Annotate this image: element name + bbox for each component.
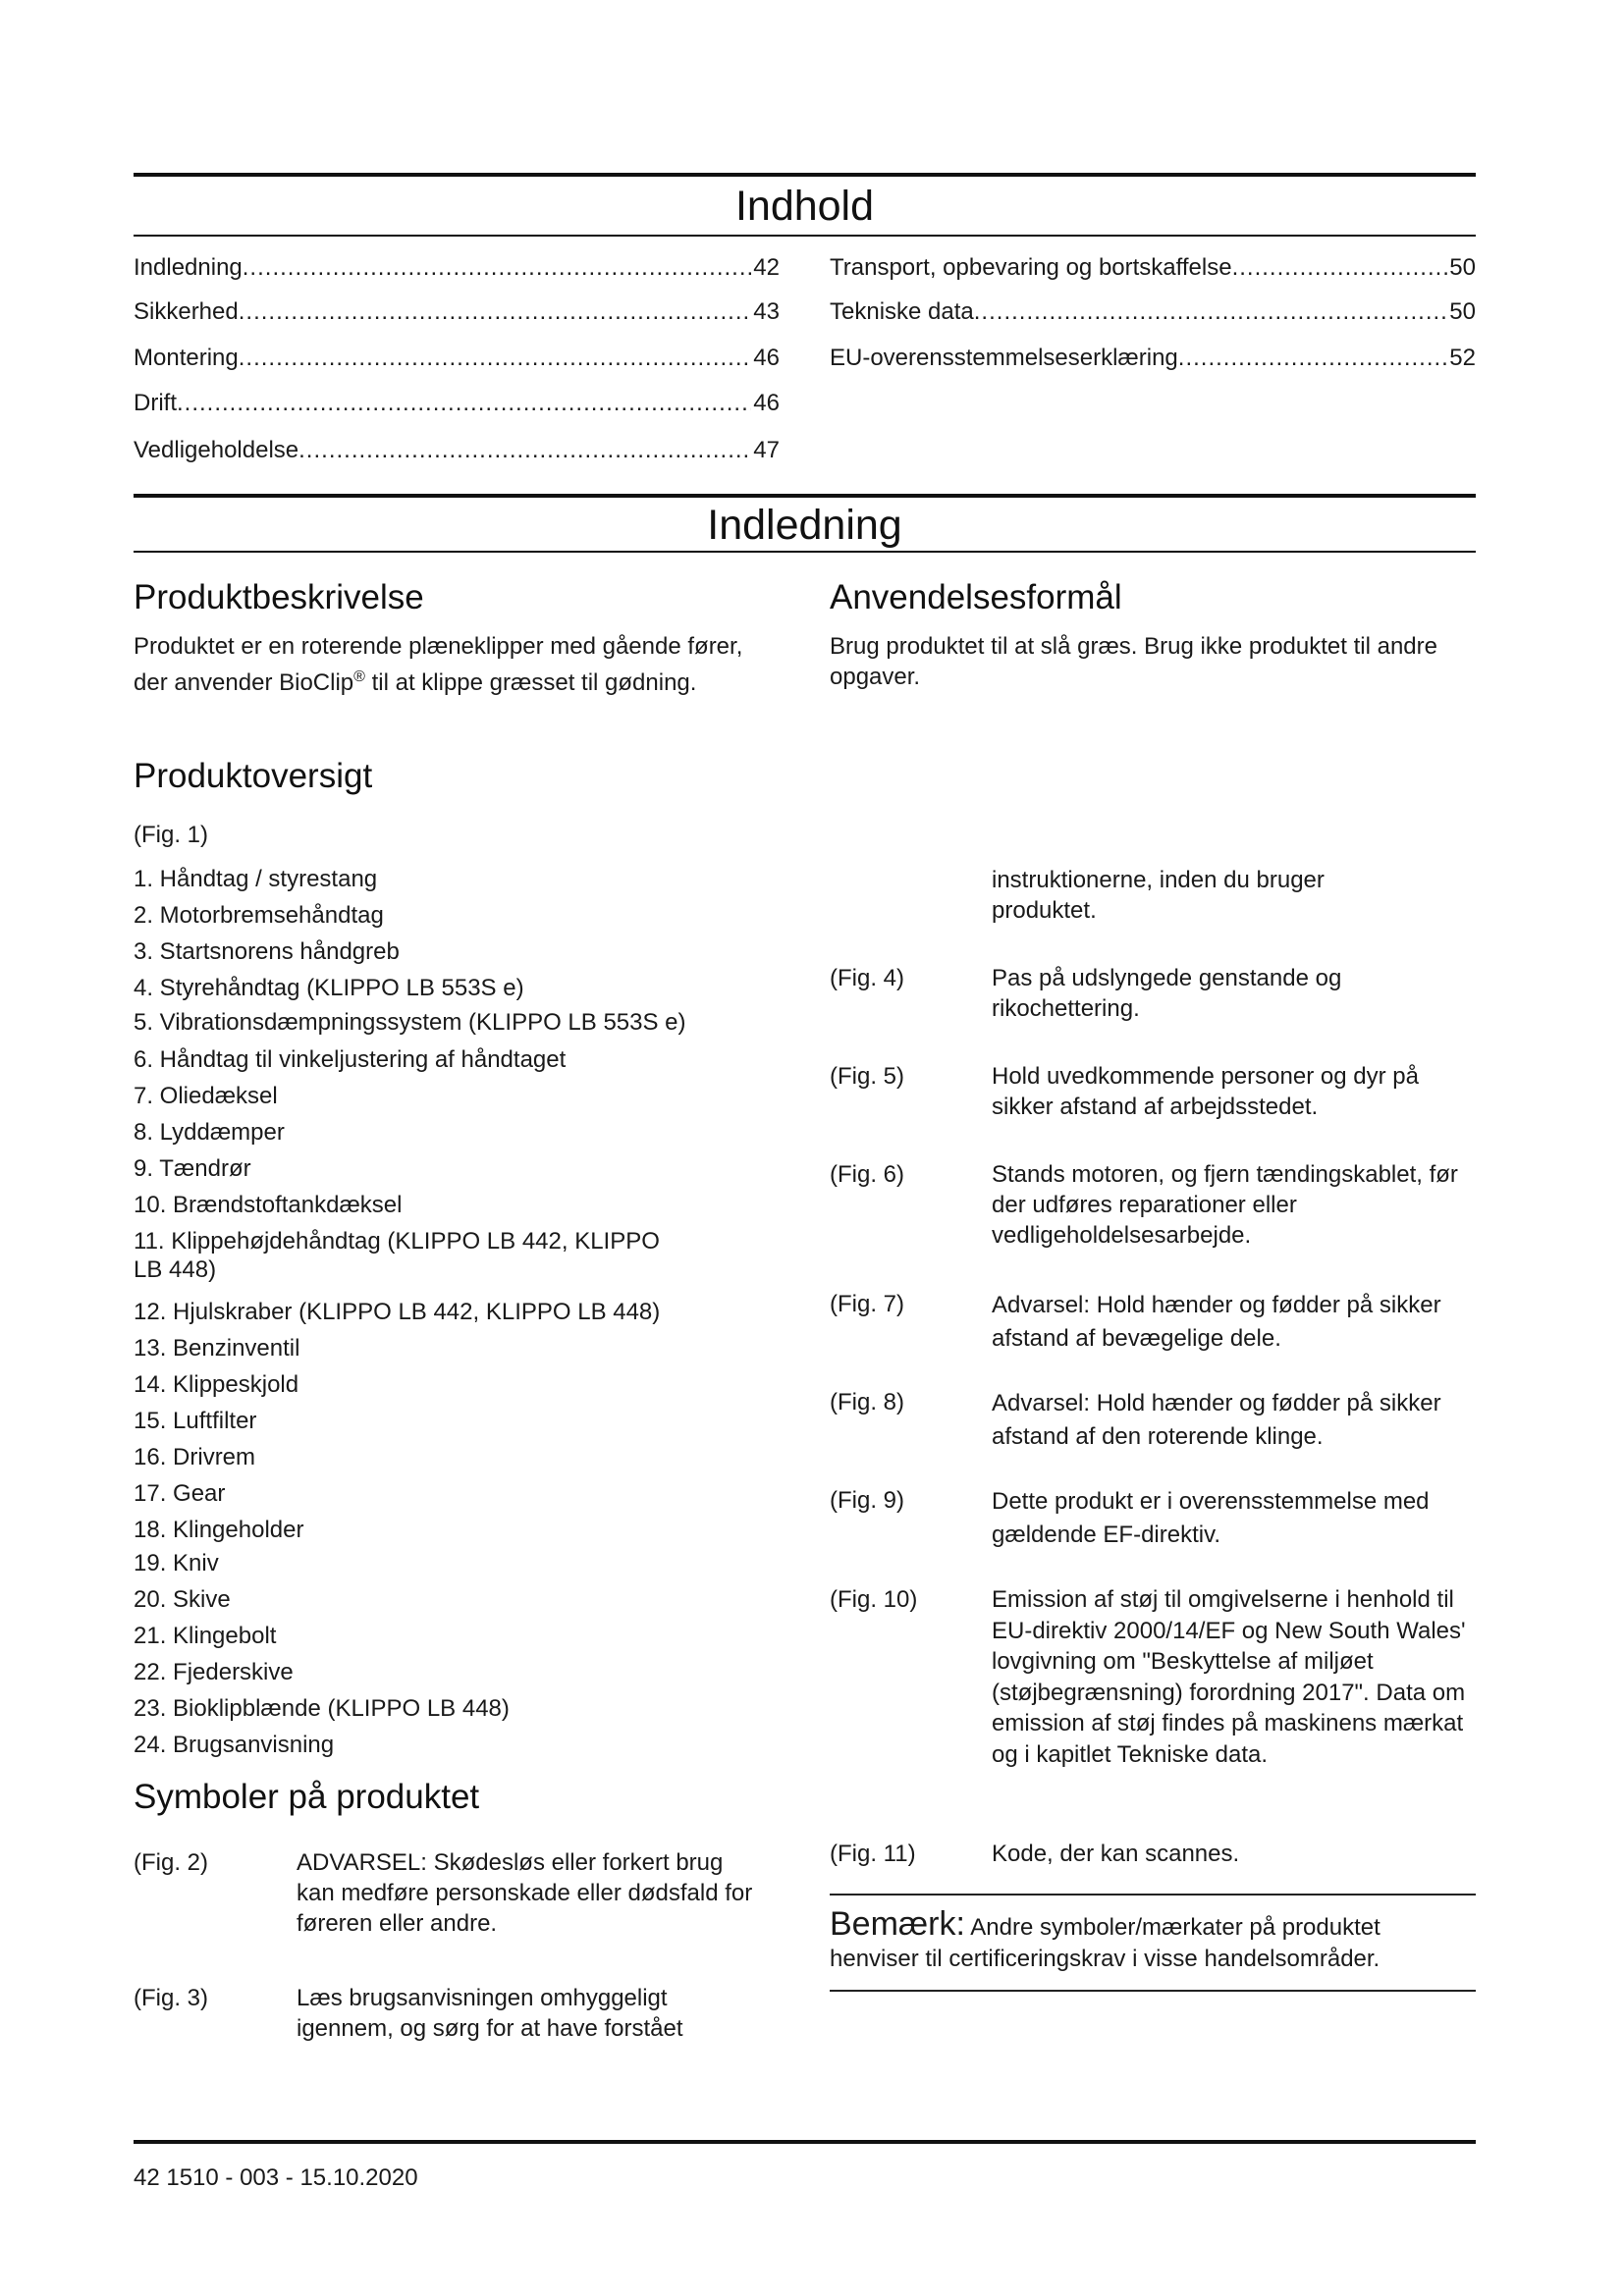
list-item: 22. Fjederskive — [134, 1659, 294, 1685]
toc-entry-page: 52 — [1449, 345, 1476, 371]
toc-entry-label: Montering — [134, 345, 239, 371]
symbol-text: Emission af støj til omgivelserne i henhold til EU-direktiv 2000/14/EF og New South Wales' lovgivning om "Beskyttelse af miljøet (støjbegrænsning) forordning 2017". Data om emission af støj findes på maskinens mærkat og i kapitlet Tekniske data. — [992, 1586, 1466, 1768]
list-item: 24. Brugsanvisning — [134, 1732, 335, 1758]
section-title: Indledning — [707, 502, 902, 549]
overview-fig-ref: (Fig. 1) — [134, 822, 209, 848]
symbols-heading: Symboler på produktet — [134, 1778, 480, 1816]
list-item: 15. Luftfilter — [134, 1408, 257, 1434]
toc-top-rule — [134, 173, 1476, 177]
toc-entry-transport[interactable] — [830, 253, 1476, 283]
product-description-heading: Produktbeskrivelse — [134, 578, 424, 616]
toc-entry-eu-erklaering[interactable] — [830, 344, 1476, 373]
toc-entry-label: Drift — [134, 390, 177, 416]
overview-heading: Produktoversigt — [134, 757, 373, 795]
toc-entry-page: 43 — [753, 298, 780, 325]
list-item: 12. Hjulskraber (KLIPPO LB 442, KLIPPO LB 448) — [134, 1299, 661, 1325]
symbol-entry — [134, 1847, 762, 1946]
symbol-text: Advarsel: Hold hænder og fødder på sikker afstand af bevægelige dele. — [992, 1292, 1441, 1352]
toc-entry-label: Indledning — [134, 254, 243, 281]
symbol-entry — [830, 1289, 1476, 1352]
toc-entry-page: 50 — [1449, 298, 1476, 325]
symbol-text: Kode, der kan scannes. — [992, 1841, 1240, 1867]
toc-title: Indhold — [734, 183, 875, 230]
list-item: 9. Tændrør — [134, 1155, 251, 1182]
symbol-text: Hold uvedkommende personer og dyr på sikker afstand af arbejdsstedet. — [992, 1063, 1419, 1120]
note-text: Andre symboler/mærkater på produktet henviser til certificeringskrav i visse handelsområder. — [830, 1914, 1380, 1972]
footer-rule — [134, 2140, 1476, 2144]
footer-text: 42 1510 - 003 - 15.10.2020 — [134, 2164, 418, 2191]
symbol-entry — [830, 1584, 1476, 1800]
symbol-fig-ref: (Fig. 5) — [830, 1063, 905, 1090]
symbol-entry — [830, 1839, 1476, 1872]
symbol-text: Stands motoren, og fjern tændingskablet, før der udføres reparationer eller vedligeholdelsesarbejde. — [992, 1161, 1458, 1249]
product-description-text: Produktet er en roterende plæneklipper med gående fører, der anvender BioClip® til at klippe græsset til gødning. — [134, 633, 743, 696]
toc-entry-label: EU-overensstemmelseserklæring — [830, 345, 1178, 371]
registered-mark: ® — [353, 668, 365, 685]
symbol-entry — [134, 1983, 762, 2052]
list-item: 13. Benzinventil — [134, 1335, 300, 1362]
note-bottom-rule — [830, 1990, 1476, 1992]
symbol-fig-ref: (Fig. 8) — [830, 1389, 905, 1415]
toc-entry-drift[interactable] — [134, 389, 780, 418]
toc-entry-page: 42 — [753, 254, 780, 281]
symbol-fig-ref: (Fig. 3) — [134, 1985, 209, 2011]
toc-entry-sikkerhed[interactable] — [134, 297, 780, 327]
list-item: 23. Bioklipblænde (KLIPPO LB 448) — [134, 1695, 510, 1722]
note-box — [830, 1905, 1476, 1975]
symbol-entry — [830, 1485, 1476, 1548]
intended-use-text: Brug produktet til at slå græs. Brug ikke produktet til andre opgaver. — [830, 633, 1437, 690]
symbol-fig-ref: (Fig. 6) — [830, 1161, 905, 1188]
section-top-rule — [134, 494, 1476, 498]
section-title-rule — [134, 551, 1476, 553]
list-item: 3. Startsnorens håndgreb — [134, 938, 400, 965]
list-item: 7. Oliedæksel — [134, 1083, 278, 1109]
list-item: 1. Håndtag / styrestang — [134, 866, 378, 892]
list-item: 6. Håndtag til vinkeljustering af håndtaget — [134, 1046, 567, 1073]
symbol-text: ADVARSEL: Skødesløs eller forkert brug kan medføre personskade eller dødsfald for føreren eller andre. — [297, 1849, 753, 1937]
list-item: 5. Vibrationsdæmpningssystem (KLIPPO LB 553S e) — [134, 1009, 686, 1036]
toc-entry-page: 47 — [753, 437, 780, 463]
list-item: 21. Klingebolt — [134, 1623, 277, 1649]
toc-entry-tekniske-data[interactable] — [830, 297, 1476, 327]
toc-entry-label: Tekniske data — [830, 298, 974, 325]
list-item: 4. Styrehåndtag (KLIPPO LB 553S e) — [134, 975, 524, 1001]
symbol-text: Pas på udslyngede genstande og rikochettering. — [992, 965, 1342, 1022]
symbol-text: Læs brugsanvisningen omhyggeligt igennem, og sørg for at have forstået — [297, 1985, 683, 2042]
symbol-fig-ref: (Fig. 11) — [830, 1841, 916, 1867]
toc-entry-page: 50 — [1449, 254, 1476, 281]
list-item: 19. Kniv — [134, 1550, 219, 1576]
symbol-entry — [830, 1159, 1476, 1254]
symbol-text: Dette produkt er i overensstemmelse med gældende EF-direktiv. — [992, 1488, 1430, 1548]
symbol-fig-ref: (Fig. 9) — [830, 1487, 905, 1514]
toc-entry-label: Vedligeholdelse — [134, 437, 299, 463]
list-item: 2. Motorbremsehåndtag — [134, 902, 384, 929]
toc-entry-label: Transport, opbevaring og bortskaffelse — [830, 254, 1232, 281]
note-top-rule — [830, 1894, 1476, 1896]
list-item: 16. Drivrem — [134, 1444, 256, 1470]
symbol-entry — [830, 963, 1476, 1026]
symbol-continuation-text: instruktionerne, inden du bruger produktet. — [992, 867, 1325, 924]
list-item: 8. Lyddæmper — [134, 1119, 285, 1146]
symbol-entry — [830, 1387, 1476, 1450]
note-label: Bemærk: — [830, 1905, 965, 1943]
toc-entry-page: 46 — [753, 345, 780, 371]
toc-entry-indledning[interactable] — [134, 253, 780, 283]
symbol-fig-ref: (Fig. 2) — [134, 1849, 209, 1876]
toc-entry-page: 46 — [753, 390, 780, 416]
toc-entry-vedligeholdelse[interactable] — [134, 436, 780, 465]
overview-list — [134, 865, 762, 1758]
list-item: 10. Brændstoftankdæksel — [134, 1192, 403, 1218]
toc-entry-montering[interactable] — [134, 344, 780, 373]
list-item: 14. Klippeskjold — [134, 1371, 299, 1398]
symbol-fig-ref: (Fig. 10) — [830, 1586, 918, 1613]
toc-entry-label: Sikkerhed — [134, 298, 239, 325]
symbol-fig-ref: (Fig. 4) — [830, 965, 905, 991]
list-item: 20. Skive — [134, 1586, 231, 1613]
toc-title-rule — [134, 235, 1476, 237]
list-item: 17. Gear — [134, 1480, 226, 1507]
list-item: 11. Klippehøjdehåndtag (KLIPPO LB 442, KLIPPO LB 448) — [134, 1228, 660, 1283]
symbol-text: Advarsel: Hold hænder og fødder på sikker afstand af den roterende klinge. — [992, 1390, 1441, 1450]
list-item: 18. Klingeholder — [134, 1517, 304, 1543]
symbol-entry — [830, 1061, 1476, 1124]
intended-use-heading: Anvendelsesformål — [830, 578, 1122, 616]
symbol-fig-ref: (Fig. 7) — [830, 1291, 905, 1317]
